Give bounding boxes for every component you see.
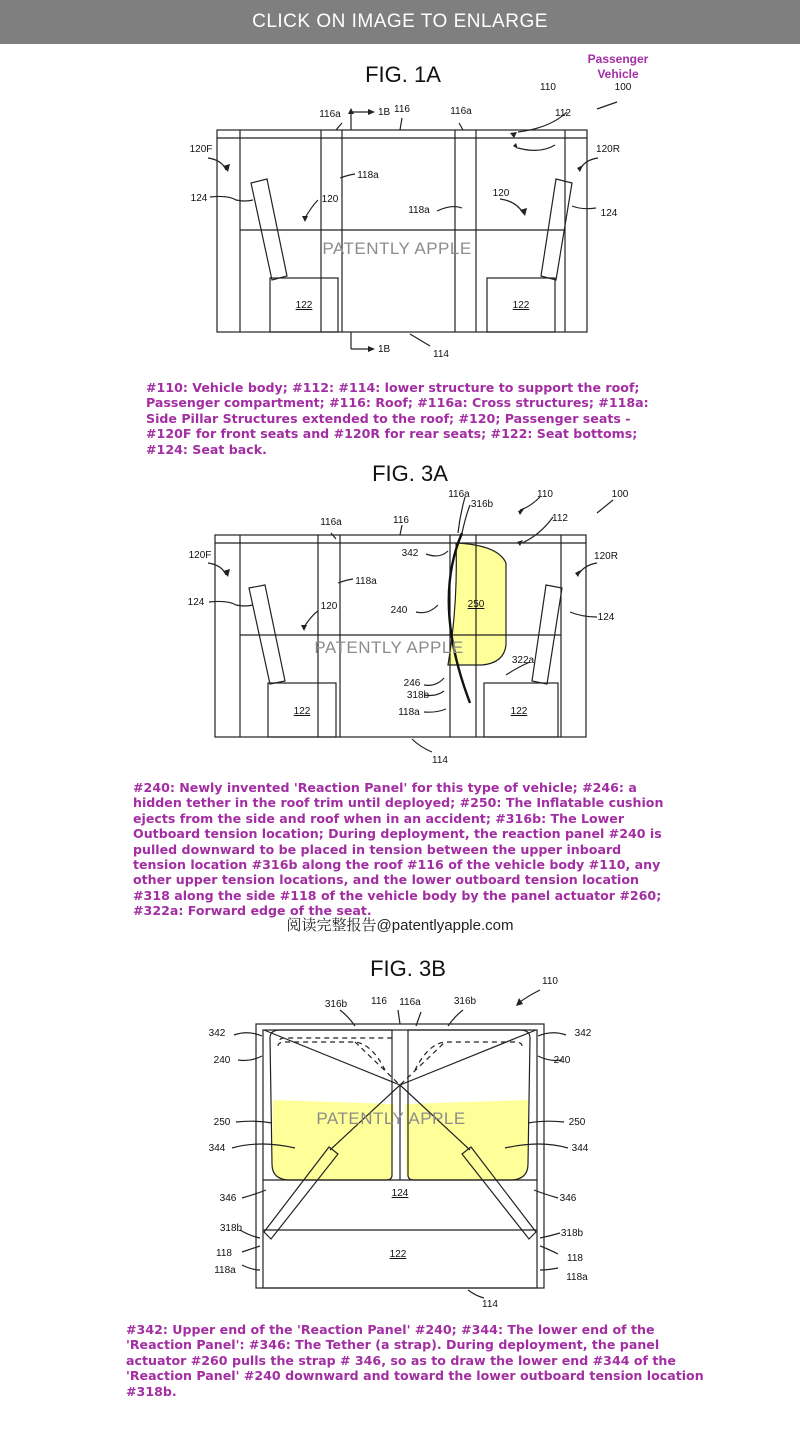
- watermark-3a: PATENTLY APPLE: [314, 638, 464, 657]
- label-316b-left: 316b: [324, 999, 348, 1010]
- label-122-left: 122: [293, 706, 311, 717]
- label-342-right: 342: [574, 1028, 592, 1039]
- label-114: 114: [432, 755, 448, 766]
- label-116a-left: 116a: [319, 109, 341, 120]
- label-124-right: 124: [600, 208, 618, 219]
- label-110: 110: [542, 976, 558, 987]
- label-240: 240: [390, 605, 408, 616]
- label-318b: 318b: [406, 690, 430, 701]
- label-1b-bottom: 1B: [378, 344, 391, 355]
- label-118-right: 118: [567, 1253, 583, 1264]
- fig-1a-caption: #110: Vehicle body; #112: #114: lower structure to support the roof; Passenger compartment; #116: Roof; #116a: Cross structures; #118a: Side Pillar Structures extended to the roof; #120; Passenger seats - #120F for front seats and #120R for rear seats; #122: Seat bottoms; #124: Seat back.: [146, 380, 649, 457]
- label-100: 100: [611, 489, 629, 500]
- fig-3a-diagram: [0, 455, 800, 770]
- label-118a-top: 118a: [357, 170, 379, 181]
- label-122: 122: [389, 1249, 407, 1260]
- fig-3b-title: FIG. 3B: [370, 956, 446, 981]
- label-250-right: 250: [568, 1117, 586, 1128]
- label-120-right: 120: [492, 188, 510, 199]
- passenger-vehicle-note-line2: Vehicle: [597, 67, 639, 81]
- passenger-vehicle-note-line1: Passenger: [587, 52, 649, 66]
- label-342: 342: [401, 548, 419, 559]
- watermark-3b: PATENTLY APPLE: [316, 1109, 466, 1128]
- label-240-right: 240: [553, 1055, 571, 1066]
- label-316b: 316b: [470, 499, 494, 510]
- label-122-right: 122: [510, 706, 528, 717]
- label-316b-right: 316b: [453, 996, 477, 1007]
- label-322a: 322a: [511, 655, 535, 666]
- label-318b-left: 318b: [219, 1223, 243, 1234]
- label-120f: 120F: [188, 550, 212, 561]
- label-250: 250: [467, 599, 485, 610]
- label-120r: 120R: [596, 144, 620, 155]
- label-116: 116: [393, 515, 409, 526]
- label-120-left: 120: [321, 194, 339, 205]
- label-344-left: 344: [208, 1143, 226, 1154]
- fig-1a-diagram: [0, 50, 800, 370]
- label-120f: 120F: [189, 144, 213, 155]
- label-116a-top: 116a: [448, 489, 470, 500]
- label-116: 116: [371, 996, 387, 1007]
- label-122-right: 122: [512, 300, 530, 311]
- label-118a-bottom: 118a: [398, 707, 420, 718]
- fig-3a-caption: #240: Newly invented 'Reaction Panel' for this type of vehicle; #246: a hidden tether in the roof trim until deployed; #250: The Inflatable cushion ejects from the side and roof when in an accident; #316b: The Lower Outboard tension location; During deployment, the reaction panel #240 is pulled downward to be placed in tension between the upper inboard tension location #316b along the roof #116 of the vehicle body #110, any other upper tension locations, and the lower outboard tension location #318 along the side #118 of the vehicle body by the panel actuator #260; #322a: Forward edge of the seat.: [133, 780, 664, 919]
- label-122-left: 122: [295, 300, 313, 311]
- source-link[interactable]: 阅读完整报告@patentlyapple.com: [286, 917, 514, 934]
- label-346-right: 346: [559, 1193, 577, 1204]
- label-112: 112: [552, 513, 568, 524]
- label-118a-top: 118a: [355, 576, 377, 587]
- fig-3a-title: FIG. 3A: [372, 461, 448, 486]
- label-120: 120: [320, 601, 338, 612]
- label-124-left: 124: [187, 597, 205, 608]
- label-110: 110: [537, 489, 553, 500]
- enlarge-image-banner[interactable]: CLICK ON IMAGE TO ENLARGE: [0, 0, 800, 44]
- label-318b-right: 318b: [560, 1228, 584, 1239]
- label-116a-right: 116a: [450, 106, 472, 117]
- fig-3b-diagram: [0, 950, 800, 1315]
- label-114: 114: [433, 349, 449, 360]
- label-100: 100: [614, 82, 632, 93]
- label-124-right: 124: [597, 612, 615, 623]
- label-118-left: 118: [216, 1248, 232, 1259]
- fig-3b-caption: #342: Upper end of the 'Reaction Panel' #240; #344: The lower end of the 'Reaction Panel': #346: The Tether (a strap). During deployment, the panel actuator #260 pulls the strap # 346, so as to draw the lower end #344 of the 'Reaction Panel' #240 downward and toward the lower outboard tension location #318b.: [126, 1322, 704, 1399]
- label-342-left: 342: [208, 1028, 226, 1039]
- label-118a-left: 118a: [214, 1265, 236, 1276]
- label-116: 116: [394, 104, 410, 115]
- label-120r: 120R: [594, 551, 618, 562]
- label-346-left: 346: [219, 1193, 237, 1204]
- label-344-right: 344: [571, 1143, 589, 1154]
- label-250-left: 250: [213, 1117, 231, 1128]
- label-114: 114: [482, 1299, 498, 1310]
- label-116a-left: 116a: [320, 517, 342, 528]
- label-118a-mid: 118a: [408, 205, 430, 216]
- label-1b-top: 1B: [378, 107, 391, 118]
- label-124: 124: [391, 1188, 409, 1199]
- watermark-1a: PATENTLY APPLE: [322, 239, 472, 258]
- label-246: 246: [403, 678, 421, 689]
- label-110: 110: [540, 82, 556, 93]
- label-112: 112: [555, 108, 571, 119]
- label-240-left: 240: [213, 1055, 231, 1066]
- label-124-left: 124: [190, 193, 208, 204]
- label-116a: 116a: [399, 997, 421, 1008]
- label-118a-right: 118a: [566, 1272, 588, 1283]
- fig-1a-title: FIG. 1A: [365, 62, 441, 87]
